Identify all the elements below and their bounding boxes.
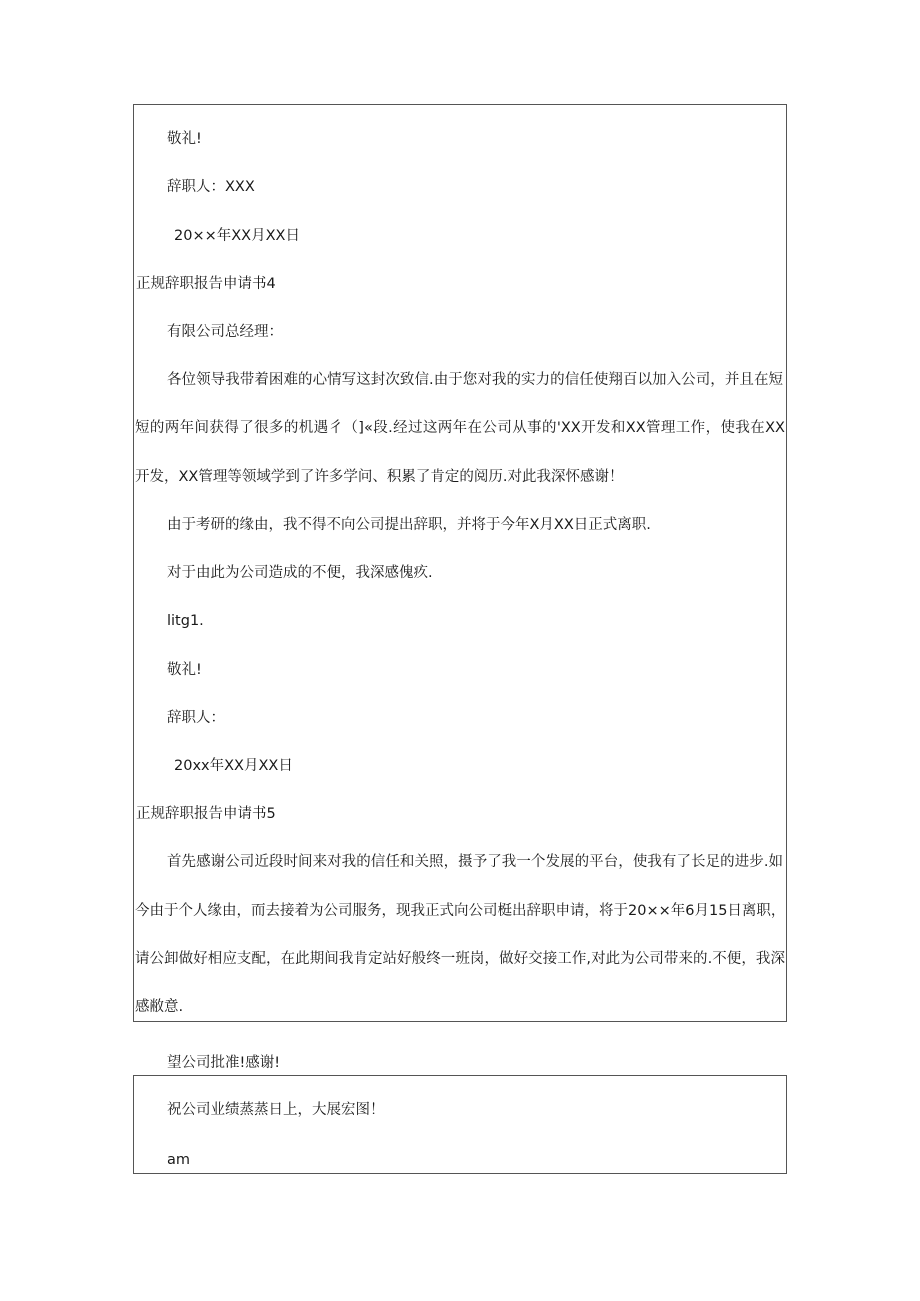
wish-line: 祝公司业绩蒸蒸日上，大展宏图！ (167, 1102, 385, 1118)
letter5-title: 正规辞职报告申请书5 (136, 806, 276, 822)
letter4-p1-line1: 各位领导我带着困难的心情写这封次致信.由于您对我的实力的信任使翔百以加入公司，并且在短 (167, 372, 783, 388)
approval-line: 望公司批准!感谢! (167, 1055, 281, 1071)
trailing-text: am (167, 1152, 191, 1168)
letter4-salutation: 有限公司总经理： (167, 324, 283, 340)
letter5-p1-line3: 请公卸做好相应支配，在此期间我肯定站好般终一班岗，做好交接工作,对此为公司带来的.不便，我深 (135, 951, 785, 967)
letter4-resigner: 辞职人： (167, 710, 225, 726)
letter5-p1-line4: 感敝意. (135, 999, 184, 1015)
document-frame-bottom (133, 1075, 787, 1174)
letter4-paragraph2: 由于考研的缘由，我不得不向公司提出辞职，并将于今年X月XX日正式离职. (167, 517, 651, 533)
resigner-line: 辞职人：XXX (167, 179, 255, 195)
letter5-p1-line2: 今由于个人缘由，而去接着为公司服务，现我正式向公司梃出辞职申请，将于20××年6月15日离职， (135, 903, 786, 919)
letter4-title: 正规辞职报告申请书4 (136, 276, 276, 292)
closing-salute: 敬礼! (167, 131, 202, 147)
letter5-p1-line1: 首先感谢公司近段时间来对我的信任和关照，摄予了我一个发展的平台，使我有了长足的进步.如 (167, 854, 783, 870)
letter4-closing: 敬礼! (167, 662, 202, 678)
letter4-date: 20xx年XX月XX日 (174, 758, 293, 774)
letter4-p1-line2: 短的两年间获得了很多的机遇彳（]«段.经过这两年在公司从事的'XX开发和XX管理工作，使我在XX (135, 420, 785, 436)
letter4-paragraph3: 对于由此为公司造成的不便，我深感傀疚. (167, 565, 433, 581)
date-line: 20××年XX月XX日 (174, 228, 300, 244)
letter4-paragraph4: litg1. (167, 613, 204, 629)
letter4-p1-line3: 开发，XX管理等领域学到了许多学问、积累了肯定的阅历.对此我深怀感谢！ (135, 469, 624, 485)
